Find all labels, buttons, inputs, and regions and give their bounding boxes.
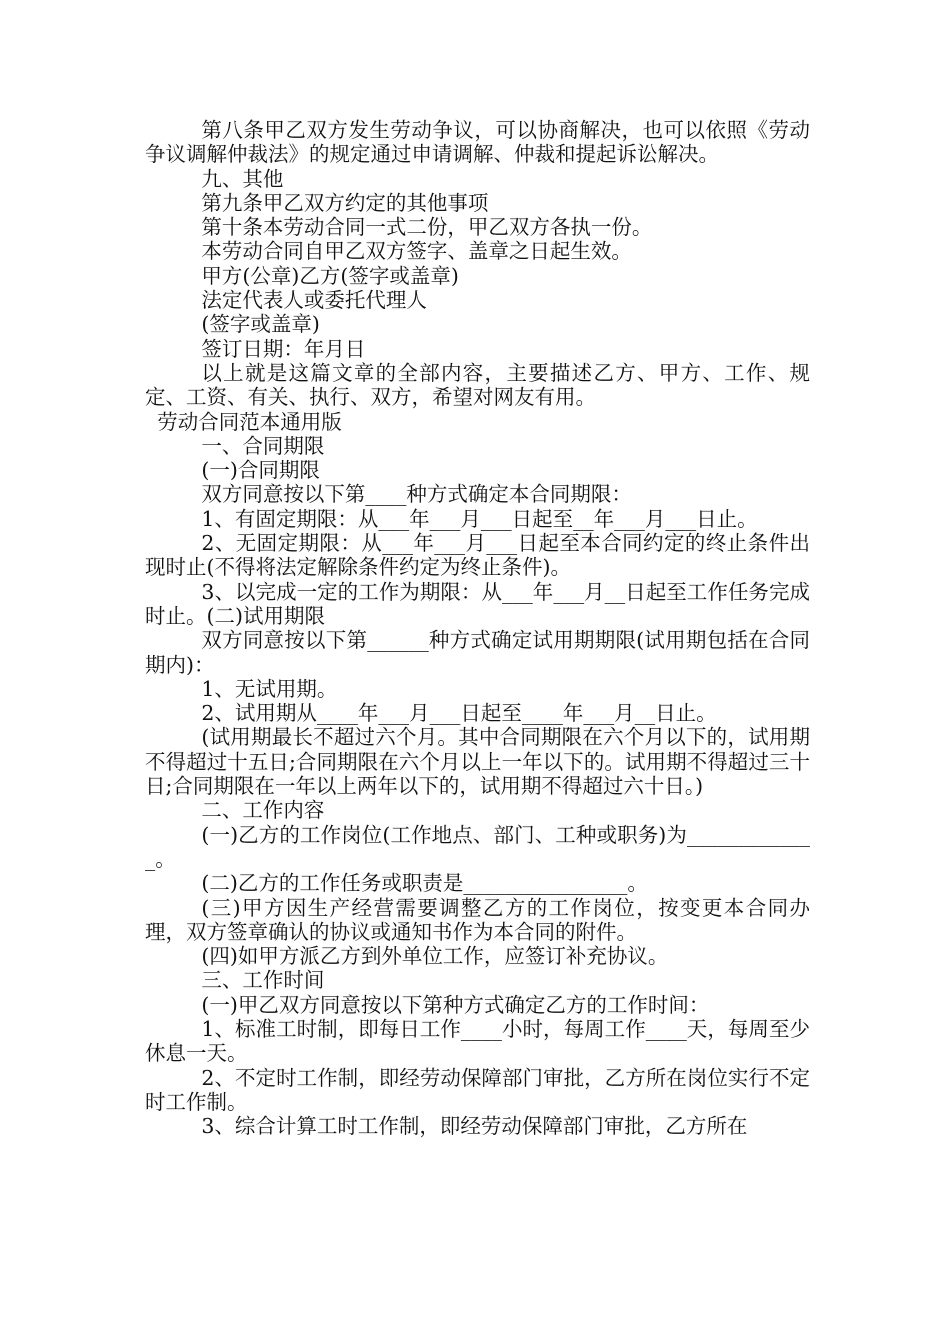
paragraph-fixed-term: 1、有固定期限：从___年___月___日起至__年___月___日止。	[201, 506, 758, 531]
paragraph-job-duties: (二)乙方的工作任务或职责是________________。	[201, 871, 648, 896]
paragraph-standard-hours: 1、标准工时制，即每日工作____小时，每周工作____天，每周至少休息一天。	[145, 1016, 810, 1066]
paragraph-probation-method: 双方同意按以下第______种方式确定试用期期限(试用期包括在合同期内)：	[145, 628, 810, 677]
paragraph-open-term: 2、无固定期限：从___年___月___日起至本合同约定的终止条件出现时止(不得将法定解除条件约定为终止条件)。	[145, 531, 810, 580]
paragraph-no-probation: 1、无试用期。	[201, 676, 338, 701]
paragraph-summary: 以上就是这篇文章的全部内容，主要描述乙方、甲方、工作、规定、工资、有关、执行、双方，希望对网友有用。	[145, 360, 810, 410]
paragraph-article-9: 第九条甲乙双方约定的其他事项	[201, 190, 489, 215]
paragraph-job-adjustment: (三)甲方因生产经营需要调整乙方的工作岗位，按变更本合同办理，双方签章确认的协议或通知书作为本合同的附件。	[145, 895, 810, 944]
paragraph-effective: 本劳动合同自甲乙双方签字、盖章之日起生效。	[201, 239, 632, 264]
paragraph-term-method: 双方同意按以下第____种方式确定本合同期限：	[201, 482, 632, 507]
signature-note: (签字或盖章)	[201, 312, 320, 337]
section-heading-working-hours: 三、工作时间	[201, 968, 325, 993]
document-title: 劳动合同范本通用版	[157, 409, 342, 434]
paragraph-job-position: (一)乙方的工作岗位(工作地点、部门、工种或职务)为_____________。	[145, 822, 810, 871]
signature-parties: 甲方(公章)乙方(签字或盖章)	[201, 263, 459, 288]
section-heading-work-content: 二、工作内容	[201, 798, 325, 823]
signature-representative: 法定代表人或委托代理人	[201, 288, 427, 313]
paragraph-external-assignment: (四)如甲方派乙方到外单位工作，应签订补充协议。	[201, 944, 669, 969]
document-body	[145, 118, 810, 1138]
paragraph-probation-limits: (试用期最长不超过六个月。其中合同期限在六个月以下的，试用期不得超过十五日;合同期限在六个月以上一年以下的。试用期不得超过三十日;合同期限在一年以上两年以下的，试用期不得超过六十日。)	[145, 725, 810, 799]
section-heading-other: 九、其他	[201, 166, 284, 191]
paragraph-probation-period: 2、试用期从____年___月___日起至____年___月__日止。	[201, 701, 717, 726]
paragraph-hours-method: (一)甲乙双方同意按以下第种方式确定乙方的工作时间：	[201, 992, 710, 1017]
paragraph-task-term: 3、以完成一定的工作为期限：从___年___月__日起至工作任务完成时止。(二)试用期限	[145, 579, 810, 628]
subsection-heading-term: (一)合同期限	[201, 458, 320, 483]
paragraph-comprehensive-hours: 3、综合计算工时工作制，即经劳动保障部门审批，乙方所在	[201, 1114, 748, 1139]
paragraph-flexible-hours: 2、不定时工作制，即经劳动保障部门审批，乙方所在岗位实行不定时工作制。	[145, 1065, 810, 1114]
section-heading-term: 一、合同期限	[201, 433, 325, 458]
paragraph-article-8: 第八条甲乙双方发生劳动争议，可以协商解决，也可以依照《劳动争议调解仲裁法》的规定通过申请调解、仲裁和提起诉讼解决。	[145, 118, 810, 167]
signing-date: 签订日期：年月日	[201, 336, 366, 361]
paragraph-article-10: 第十条本劳动合同一式二份，甲乙双方各执一份。	[201, 215, 653, 240]
